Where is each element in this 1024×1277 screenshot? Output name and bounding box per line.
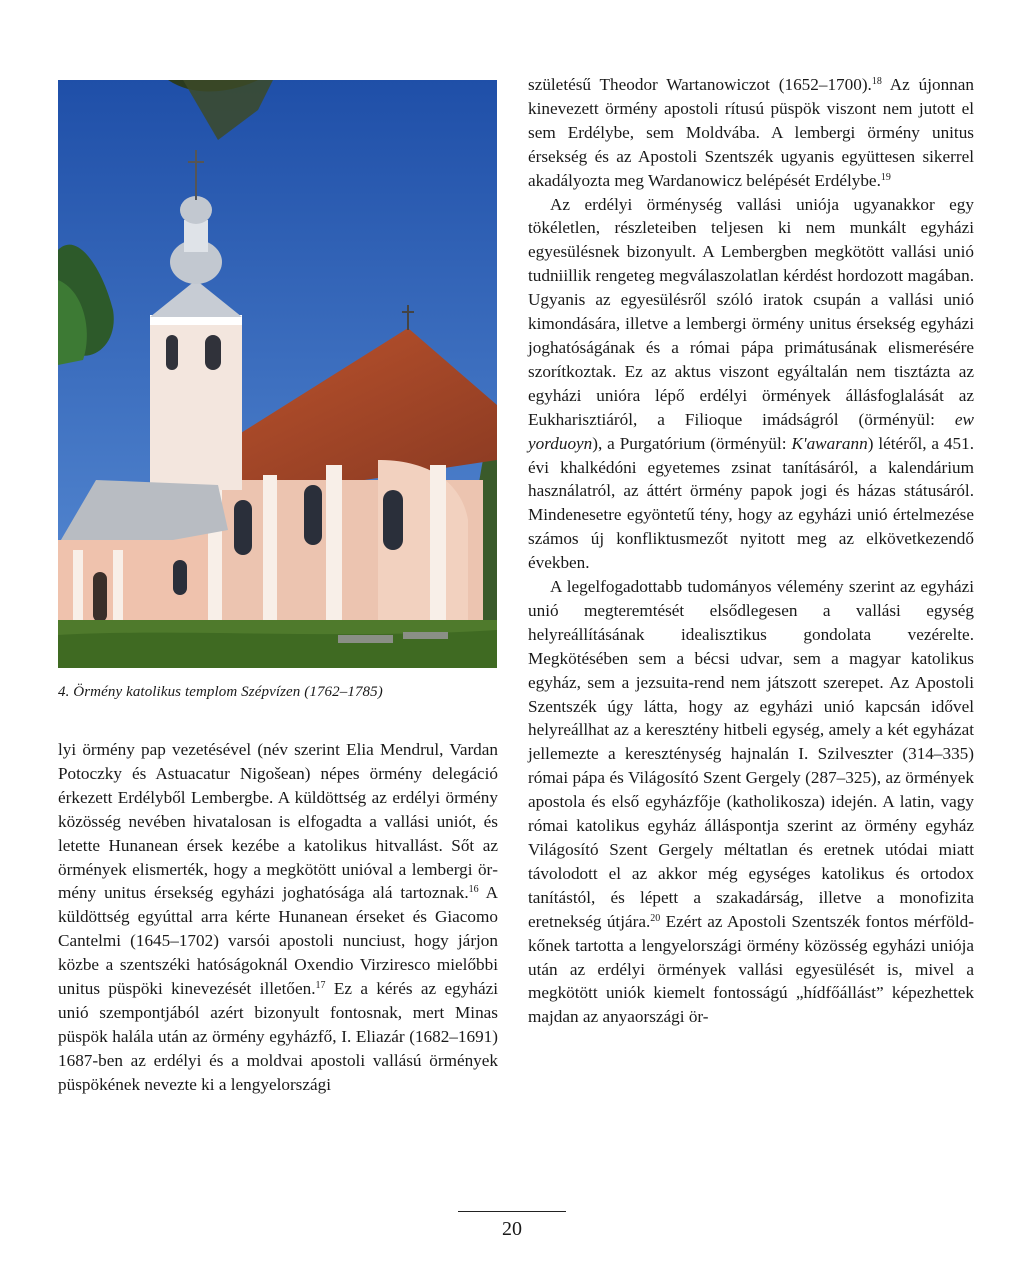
footnote-ref[interactable]: 18 (871, 76, 882, 87)
page-number: 20 (502, 1218, 522, 1240)
figure-caption: 4. Örmény katolikus templom Szépvízen (1762–1785) (58, 684, 383, 700)
footnote-ref[interactable]: 16 (468, 884, 479, 896)
left-text-column (58, 738, 498, 1097)
right-text-column (528, 73, 974, 1029)
footer-rule (458, 1211, 566, 1212)
paragraph: Az erdélyi örménység vallási uniója ugyanakkor egy tökéletlen, részleteiben teljesen ki nem munkált egyházi egyesülésnek bizonyult. A Lembergben megkötött vallási unió tudniillik rengeteg megválaszolatlan kérdést hordozott magában. Ugyanis az egyesülésről szóló iratok csupán a vallási unió kimondására, illetve a lembergi örmény unitus érsekség egyházi joghatóságának és a római pápa primátusának elismerésére szorítkoztak. Ez az aktus viszont egyáltalán nem tisztázta az egyházi unióra lépő erdélyi örmények állásfoglalását az Eukharisztiáról, a Filioque imádságról (örményül: ew yorduoyn), a Purgatórium (örményül: K'awarann) létéről, a 451. évi khalkédóni egyetemes zsinat tanításáról, a kalendárium használatról, az áttért örmény papok jogi és házas státusáról. Mindenesetre egyöntetű tény, hogy az egyházi unió értelmezése számos új konfliktusmezőt nyitott meg az elkövetkezendő években. (528, 194, 974, 573)
footnote-ref[interactable]: 19 (880, 171, 891, 183)
church-photo (58, 80, 497, 668)
paragraph: születésű Theodor Wartanowiczot (1652–1700).$^{18}$ Az újonnan kinevezett örmény apostoli rítusú püspök viszont nem jutott el sem Erdélybe, sem Moldvába. A lembergi örmény unitus érsekség és az Apostoli Szentszék ugyanis együttesen sikerrel akadályozta meg Wardanowicz belépését Erdélybe.$^{19}$ (528, 75, 975, 190)
armenian-term: K'awarann (791, 433, 868, 453)
paragraph: lyi örmény pap vezetésével (név szerint Elia Mendrul, Vardan Potoczky és Astuacatur Nigošean) népes örmény delegáció érkezett Erdélyből Lembergbe. A küldöttség az erdélyi örmény közösség nevében hivatalosan is elfogadta a vallási uniót, és letette Hunanean érsek kezébe a katolikus hitvallást. Sőt az örmények elismerték, hogy a megkötött unióval a lembergi örmény unitus érsekség egyházi joghatósága alá tartoznak.$^{16}$ A küldöttség egyúttal arra kérte Hunanean érseket és Giacomo Cantelmi (1645–1702) varsói apostoli nunciust, hogy járjon közbe a szentszéki hatóságoknál Oxendio Virziresco mielőbbi unitus püspöki kinevezését illetően.$^{17}$ Ez a kérés az egyházi unió szempontjából azért bizonyult fontosnak, mert Minas püspök halála után az örmény egyházfő, I. Eliazár (1682–1691) 1687-ben az erdélyi és a moldvai apostoli vallású örmények püspökének nevezte ki a lengyelországi (58, 740, 498, 1094)
footnote-ref[interactable]: 17 (315, 980, 326, 992)
armenian-term: ew yorduoyn (528, 409, 974, 453)
footnote-ref[interactable]: 20 (650, 912, 661, 924)
paragraph: A legelfogadottabb tudományos vélemény szerint az egyházi unió megteremtését elsődlegesen a vallási egység helyreállításának idealisztikus gondolata vezérelte. Megkötésében sem a bécsi udvar, sem a magyar katolikus egyház, sem a jezsuita-rend nem játszott szerepet. Az Apostoli Szentszék úgy látta, hogy az egyházi unió kapcsán idővel helyreállhat az a keresztény hitbeli egység, amely a két egyházat jellemezte a kereszténység hajnalán I. Szilveszter (314–335) római pápa és Világosító Szent Gergely (287–325), az örmények apostola és első egyházfője (katholikosza) idején. A latin, vagy római katolikus egyház álláspontja szerint az örmény egyház Világosító Szent Gergely méltatlan és eretnek utódai miatt távolodott el az akkor még egységes katolikus és ortodox tanítástól, és lépett a szakadárság, illetve a monofizita eretnekség útjára.$^{20}$ Ezért az Apostoli Szentszék fontos mérföldkőnek tartotta a lengyelországi örmény közösség egyházi uniója után az erdélyi örmények vallási egyesülését is, mivel a megkötött uniók kiemelt fontosságú „hídfőállást” képezhettek majdan az anyaországi ör- (528, 577, 975, 1027)
